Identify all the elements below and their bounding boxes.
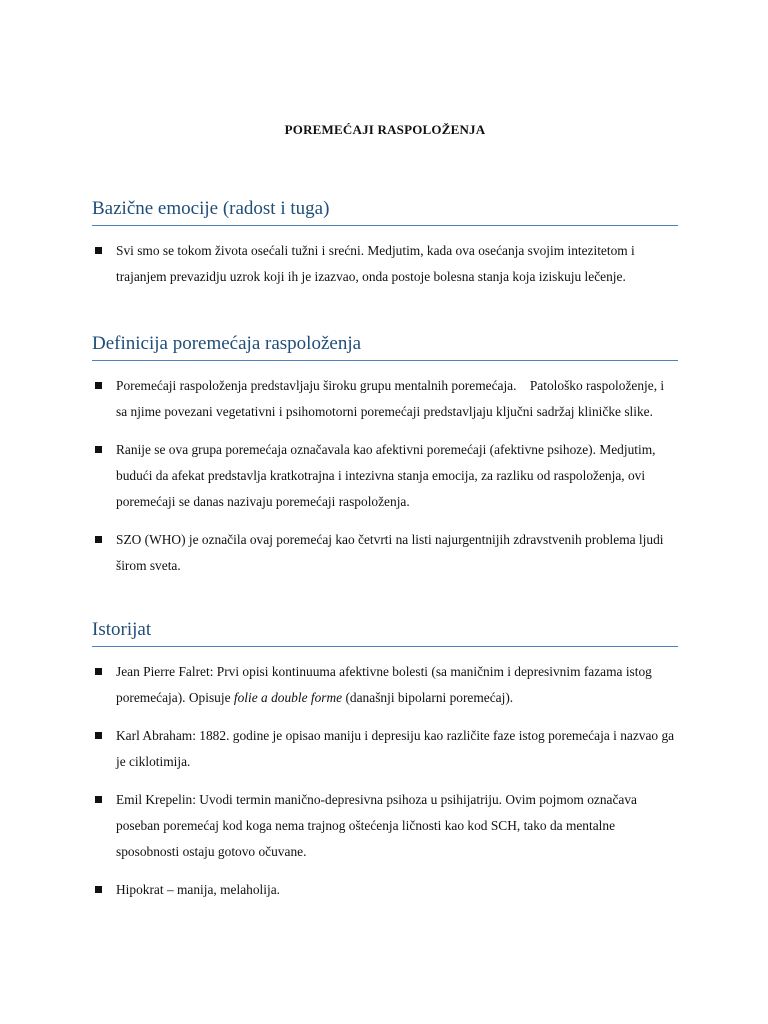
square-bullet-icon (95, 886, 102, 893)
section-basic-emotions (92, 198, 678, 290)
square-bullet-icon (95, 732, 102, 739)
list-item-text: SZO (WHO) je označila ovaj poremećaj kao četvrti na listi najurgentnijih zdravstvenih problema ljudi širom sveta. (116, 532, 664, 573)
text-run: Jean Pierre Falret: Prvi opisi kontinuuma afektivne bolesti (sa maničnim i depresivnim fazama istog poremećaja). Opisuje (116, 664, 652, 705)
list-item-text: Ranije se ova grupa poremećaja označavala kao afektivni poremećaji (afektivne psihoze). Medjutim, budući da afekat predstavlja kratkotrajna i intezivna stanja emocija, za razliku od raspoloženja, ovi poremećaji se danas nazivaju poremećaji raspoloženja. (116, 442, 656, 509)
square-bullet-icon (95, 536, 102, 543)
bullet-list (92, 659, 678, 903)
section-history (92, 619, 678, 903)
bullet-list (92, 238, 678, 290)
list-item-text: Hipokrat – manija, melaholija. (116, 882, 280, 897)
square-bullet-icon (95, 668, 102, 675)
list-item (92, 238, 678, 290)
square-bullet-icon (95, 247, 102, 254)
section-heading: Definicija poremećaja raspoloženja (92, 333, 678, 361)
list-item (92, 723, 678, 775)
section-heading: Bazične emocije (radost i tuga) (92, 198, 678, 226)
list-item (92, 527, 678, 579)
list-item (92, 373, 678, 425)
italic-term: folie a double forme (233, 690, 343, 705)
section-heading: Istorijat (92, 619, 678, 647)
list-item-text: Karl Abraham: 1882. godine je opisao maniju i depresiju kao različite faze istog poremećaja i nazvao ga je ciklotimija. (116, 728, 675, 769)
document-title: POREMEĆAJI RASPOLOŽENJA (284, 122, 486, 137)
square-bullet-icon (95, 382, 102, 389)
list-item-text (116, 664, 652, 705)
bullet-list (92, 373, 678, 579)
square-bullet-icon (95, 796, 102, 803)
text-run: (današnji bipolarni poremećaj). (342, 690, 514, 705)
list-item (92, 659, 678, 711)
list-item (92, 787, 678, 865)
list-item (92, 437, 678, 515)
list-item-text: Emil Krepelin: Uvodi termin manično-depresivna psihoza u psihijatriju. Ovim pojmom označava poseban poremećaj kod koga nema trajnog oštećenja ličnosti kao kod SCH, tako da mentalne sposobnosti ostaju gotovo očuvane. (116, 792, 637, 859)
section-definition (92, 333, 678, 579)
square-bullet-icon (95, 446, 102, 453)
list-item-text: Svi smo se tokom života osećali tužni i srećni. Medjutim, kada ova osećanja svojim intezitetom i trajanjem prevazidju uzrok koji ih je izazvao, onda postoje bolesna stanja koja iziskuju lečenje. (116, 243, 635, 284)
list-item (92, 877, 678, 903)
list-item-text: Poremećaji raspoloženja predstavljaju široku grupu mentalnih poremećaja. Patološko raspoloženje, i sa njime povezani vegetativni i psihomotorni poremećaji predstavljaju ključni sadržaj kliničke slike. (116, 378, 668, 419)
